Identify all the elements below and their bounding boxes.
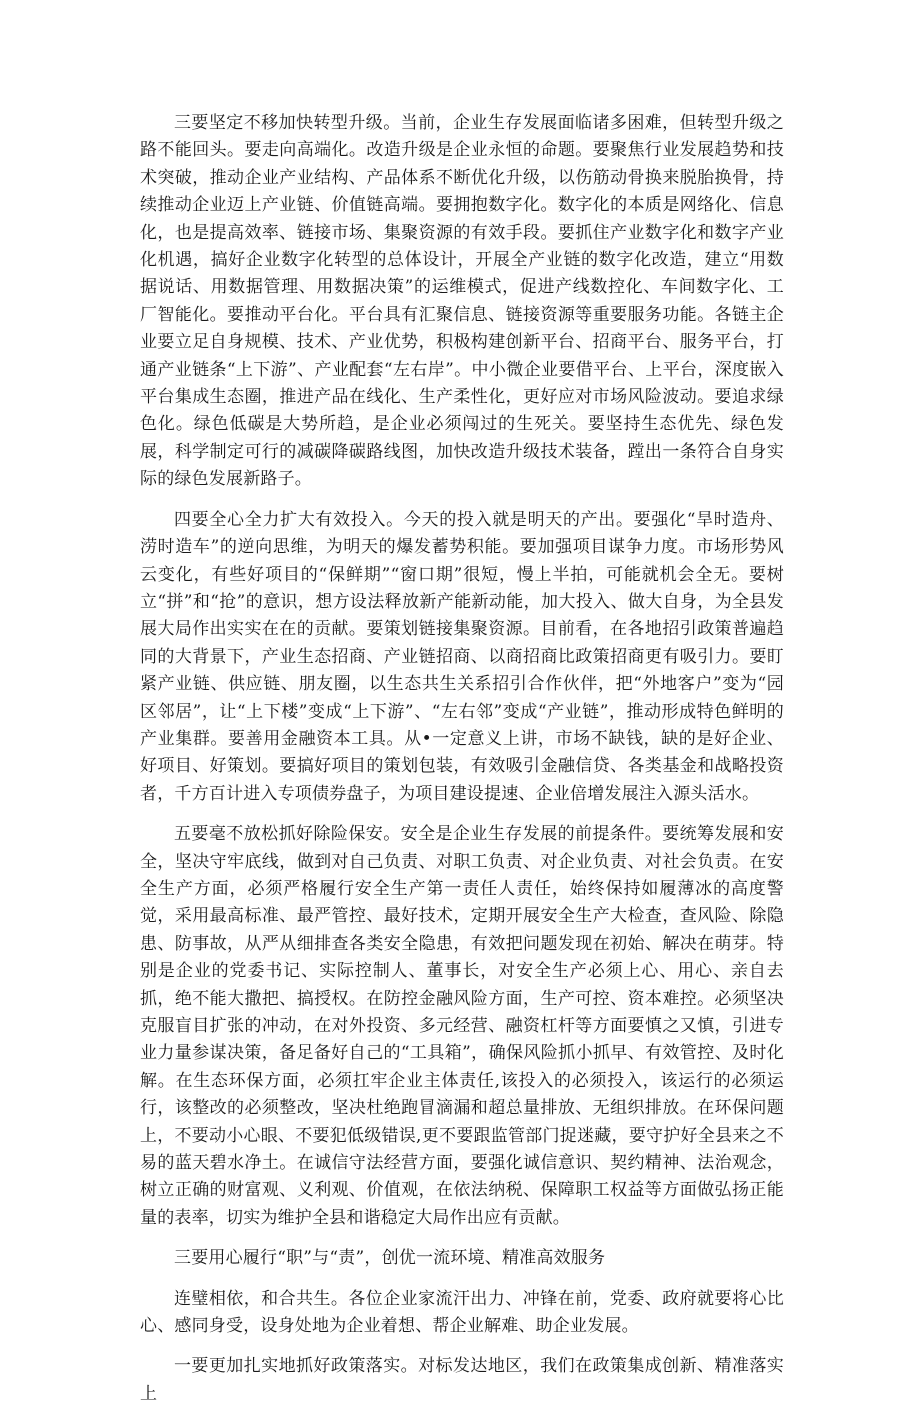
- section-heading-duty-responsibility: 三要用心履行“职”与“责”，创优一流环境、精准高效服务: [174, 1248, 606, 1269]
- document-body: [140, 110, 784, 1421]
- paragraph-transformation-upgrade: 三要坚定不移加快转型升级。当前，企业生存发展面临诸多困难，但转型升级之路不能回头。要走向高端化。改造升级是企业永恒的命题。要聚焦行业发展趋势和技术突破，推动企业产业结构、产品体系不断优化升级，以伤筋动骨换来脱胎换骨，持续推动企业迈上产业链、价值链高端。要拥抱数字化。数字化的本质是网络化、信息化，也是提高效率、链接市场、集聚资源的有效手段。要抓住产业数字化和数字产业化机遇，搞好企业数字化转型的总体设计，开展全产业链的数字化改造，建立“用数据说话、用数据管理、用数据决策”的运维模式，促进产线数控化、车间数字化、工厂智能化。要推动平台化。平台具有汇聚信息、链接资源等重要服务功能。各链主企业要立足自身规模、技术、产业优势，积极构建创新平台、招商平台、服务平台，打通产业链条“上下游”、产业配套“左右岸”。中小微企业要借平台、上平台，深度嵌入平台集成生态圈，推进产品在线化、生产柔性化，更好应对市场风险波动。要追求绿色化。绿色低碳是大势所趋，是企业必须闯过的生死关。要坚持生态优先、绿色发展，科学制定可行的减碳降碳路线图，加快改造升级技术装备，蹚出一条符合自身实际的绿色发展新路子。: [140, 113, 784, 490]
- paragraph-effective-investment: 四要全心全力扩大有效投入。今天的投入就是明天的产出。要强化“旱时造舟、涝时造车”的逆向思维，为明天的爆发蓄势积能。要加强项目谋争力度。市场形势风云变化，有些好项目的“保鲜期”“窗口期”很短，慢上半拍，可能就机会全无。要树立“拼”和“抢”的意识，想方设法释放新产能新动能，加大投入、做大自身，为全县发展大局作出实实在在的贡献。要策划链接集聚资源。目前看，在各地招引政策普遍趋同的大背景下，产业生态招商、产业链招商、以商招商比政策招商更有吸引力。要盯紧产业链、供应链、朋友圈，以生态共生关系招引合作伙伴，把“外地客户”变为“园区邻居”，让“上下楼”变成“上下游”、“左右邻”变成“产业链”，推动形成特色鲜明的产业集群。要善用金融资本工具。从•一定意义上讲，市场不缺钱，缺的是好企业、好项目、好策划。要搞好项目的策划包装，有效吸引金融信贷、各类基金和战略投资者，千方百计进入专项债券盘子，为项目建设提速、企业倍增发展注入源头活水。: [140, 509, 784, 804]
- paragraph-policy-implementation: 一要更加扎实地抓好政策落实。对标发达地区，我们在政策集成创新、精准落实上: [140, 1356, 784, 1404]
- paragraph-symbiosis: 连璧相依，和合共生。各位企业家流汗出力、冲锋在前，党委、政府就要将心比心、感同身受，设身处地为企业着想、帮企业解难、助企业发展。: [140, 1288, 784, 1337]
- paragraph-risk-safety: 五要毫不放松抓好除险保安。安全是企业生存发展的前提条件。要统筹发展和安全，坚决守牢底线，做到对自己负责、对职工负责、对企业负责、对社会负责。在安全生产方面，必须严格履行安全生产第一责任人责任，始终保持如履薄冰的高度警觉，采用最高标准、最严管控、最好技术，定期开展安全生产大检查，查风险、除隐患、防事故，从严从细排查各类安全隐患，有效把问题发现在初始、解决在萌芽。特别是企业的党委书记、实际控制人、董事长，对安全生产必须上心、用心、亲自去抓，绝不能大撒把、搞授权。在防控金融风险方面，生产可控、资本难控。必须坚决克服盲目扩张的冲动，在对外投资、多元经营、融资杠杆等方面要慎之又慎，引进专业力量参谋决策，备足备好自己的“工具箱”，确保风险抓小抓早、有效管控、及时化解。在生态环保方面，必须扛牢企业主体责任,该投入的必须投入，该运行的必须运行，该整改的必须整改，坚决杜绝跑冒滴漏和超总量排放、无组织排放。在环保问题上，不要动小心眼、不要犯低级错误,更不要跟监管部门捉迷藏，要守护好全县来之不易的蓝天碧水净土。在诚信守法经营方面，要强化诚信意识、契约精神、法治观念，树立正确的财富观、义利观、价值观，在依法纳税、保障职工权益等方面做弘扬正能量的表率，切实为维护全县和谐稳定大局作出应有贡献。: [140, 824, 784, 1228]
